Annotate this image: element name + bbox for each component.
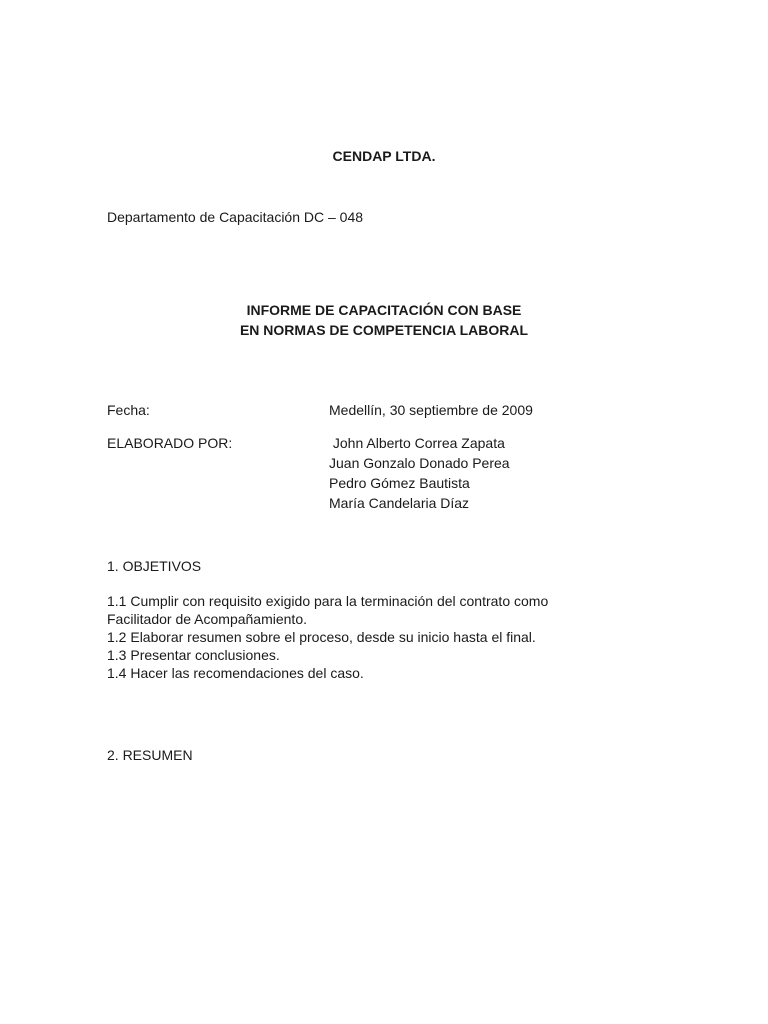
- objective-line: Facilitador de Acompañamiento.: [107, 611, 307, 627]
- date-label: Fecha:: [107, 402, 150, 418]
- authors-label: ELABORADO POR:: [107, 435, 233, 451]
- section-heading-resumen: 2. RESUMEN: [107, 747, 193, 763]
- objective-line: 1.4 Hacer las recomendaciones del caso.: [107, 665, 364, 681]
- objective-line: 1.3 Presentar conclusiones.: [107, 647, 280, 663]
- author-name: John Alberto Correa Zapata: [329, 435, 505, 451]
- department-code: Departamento de Capacitación DC – 048: [107, 209, 364, 225]
- author-name: María Candelaria Díaz: [329, 495, 470, 511]
- objective-line: 1.2 Elaborar resumen sobre el proceso, desde su inicio hasta el final.: [107, 629, 536, 645]
- section-heading-objetivos: 1. OBJETIVOS: [107, 558, 202, 574]
- author-name: Juan Gonzalo Donado Perea: [329, 455, 510, 471]
- report-title-line-2: EN NORMAS DE COMPETENCIA LABORAL: [239, 322, 529, 338]
- date-value: Medellín, 30 septiembre de 2009: [329, 402, 533, 418]
- author-name: Pedro Gómez Bautista: [329, 475, 470, 491]
- objectives-list: [107, 592, 548, 682]
- company-name: CENDAP LTDA.: [332, 148, 436, 164]
- objective-line: 1.1 Cumplir con requisito exigido para la terminación del contrato como: [107, 593, 549, 609]
- authors-list: [329, 433, 510, 513]
- report-title-line-1: INFORME DE CAPACITACIÓN CON BASE: [246, 302, 522, 318]
